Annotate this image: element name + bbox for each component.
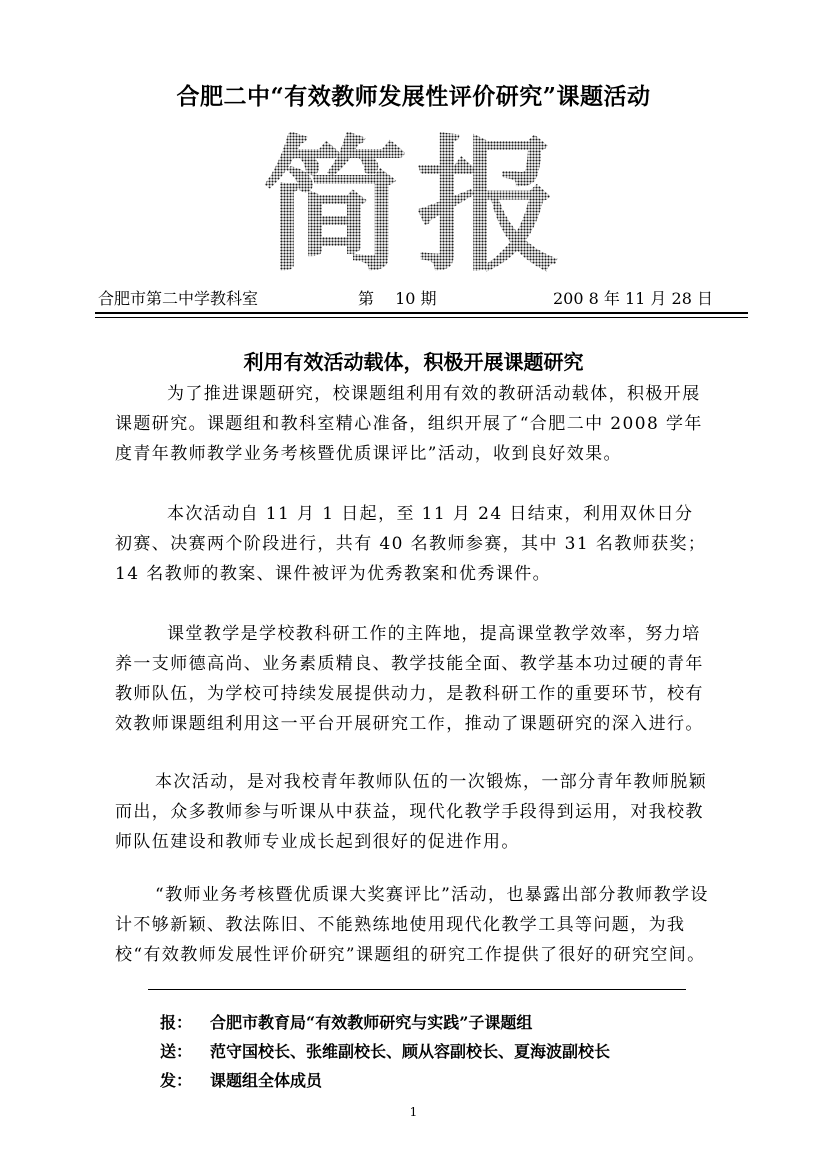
issue-number: 第 10 期 — [358, 289, 437, 308]
distribution-recipient: 课题组全体成员 — [210, 1071, 323, 1090]
paragraph-text: 本次活动，是对我校青年教师队伍的一次锻炼，一部分青年教师脱颖而出，众多教师参与听课从中获益，现代化教学手段得到运用，对我校教师队伍建设和教师专业成长起到很好的促进作用。 — [115, 772, 707, 852]
distribution-row-issue — [160, 1066, 610, 1095]
distribution-row-report — [160, 1008, 610, 1037]
article-title: 利用有效活动载体，积极开展课题研究 — [243, 350, 584, 374]
paragraph-text: 课堂教学是学校教科研工作的主阵地，提高课堂教学效率，努力培养一支师德高尚、业务素质精良、教学技能全面、教学基本功过硬的青年教师队伍，为学校可持续发展提供动力，是教科研工作的重要环节，校有效教师课题组利用这一平台开展研究工作，推动了课题研究的深入进行。 — [115, 624, 704, 734]
article-paragraph-3 — [115, 619, 710, 739]
footer-divider — [148, 989, 686, 990]
issuing-office: 合肥市第二中学教科室 — [98, 289, 259, 308]
article-paragraph-2 — [115, 499, 710, 589]
distribution-row-send — [160, 1037, 610, 1066]
document-header-title: 合肥二中“有效教师发展性评价研究”课题活动 — [176, 83, 651, 110]
issue-date: 200 8 年 11 月 28 日 — [553, 289, 713, 308]
paragraph-text: “教师业务考核暨优质课大奖赛评比”活动，也暴露出部分教师教学设计不够新颖、教法陈旧、不能熟练地使用现代化教学工具等问题，为我校“有效教师发展性评价研究”课题组的研究工作提供了很好的研究空间。 — [115, 885, 709, 965]
distribution-label: 送： — [160, 1042, 193, 1061]
distribution-recipient: 合肥市教育局“有效教师研究与实践”子课题组 — [210, 1013, 533, 1032]
paragraph-text: 本次活动自 11 月 1 日起，至 11 月 24 日结束，利用双休日分初赛、决赛两个阶段进行，共有 40 名教师参赛，其中 31 名教师获奖；14 名教师的教案、课件被评为优秀教案和优秀课件。 — [115, 504, 707, 584]
paragraph-text: 为了推进课题研究，校课题组利用有效的教研活动载体，积极开展课题研究。课题组和教科室精心准备，组织开展了“合肥二中 2008 学年度青年教师教学业务考核暨优质课评比”活动，收到良好效果。 — [115, 384, 703, 464]
bulletin-masthead: 简报 — [262, 121, 570, 292]
article-paragraph-4 — [115, 767, 710, 857]
distribution-recipient: 范守国校长、张维副校长、顾从容副校长、夏海波副校长 — [210, 1042, 611, 1061]
header-rule-thick — [95, 312, 748, 314]
distribution-label: 报： — [160, 1013, 193, 1032]
distribution-label: 发： — [160, 1071, 193, 1090]
article-paragraph-1 — [115, 379, 710, 469]
article-paragraph-5 — [115, 880, 710, 970]
page-number: 1 — [409, 1105, 418, 1119]
header-rule-thin — [95, 317, 748, 318]
distribution-list — [160, 1008, 610, 1095]
